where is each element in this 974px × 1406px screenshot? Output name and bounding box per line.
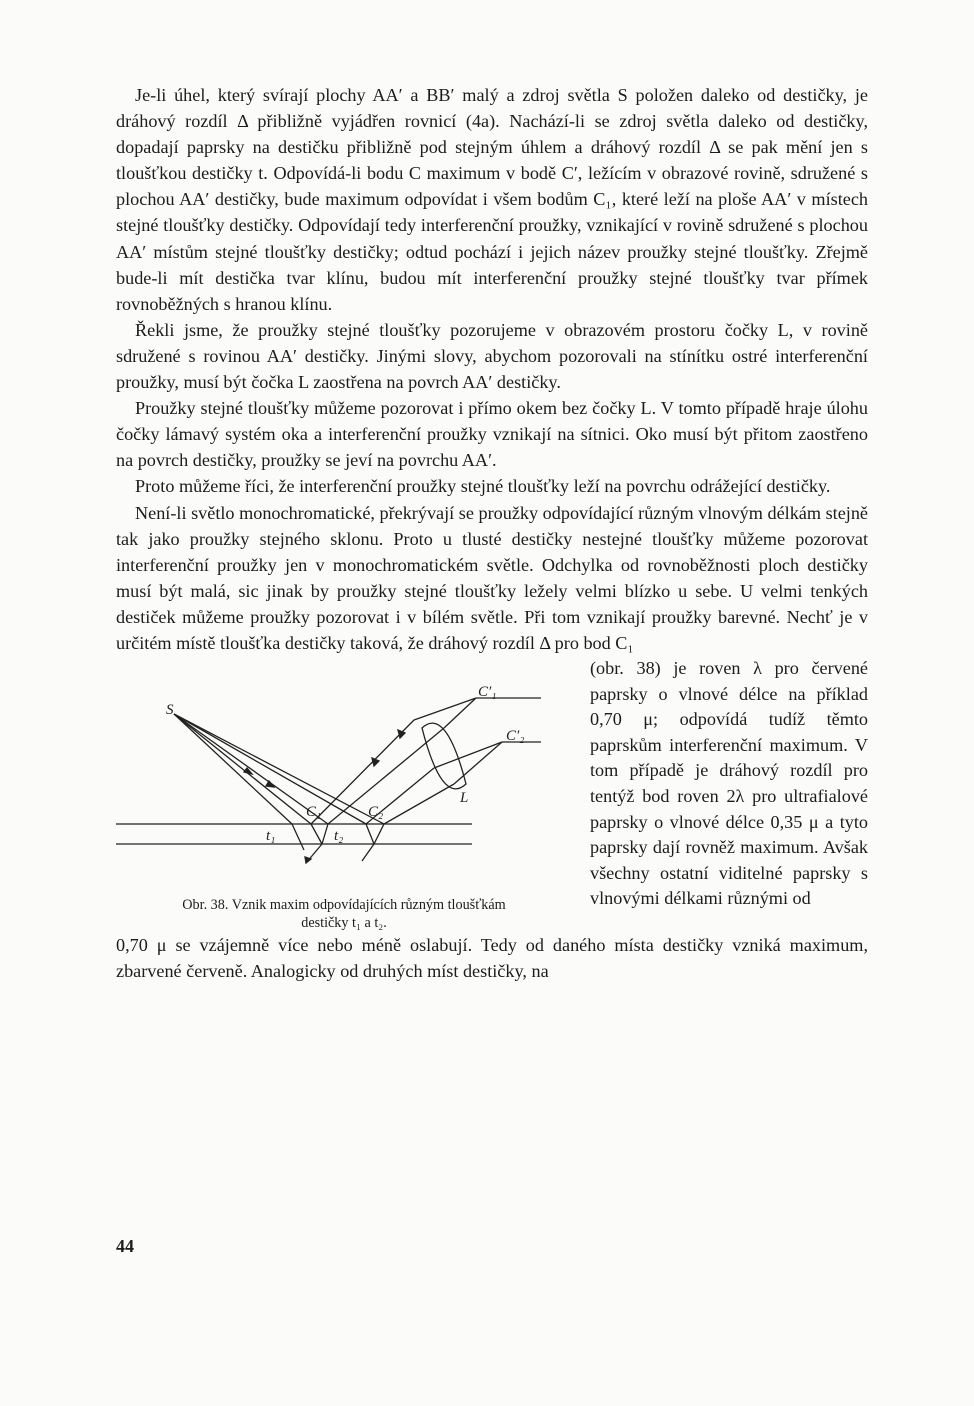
paragraph-3: Proužky stejné tloušťky můžeme pozorovat i přímo okem bez čočky L. V tomto případě hraje úlohu čočky lámavý systém oka a interferenční proužky vznikají na sítnici. Oko musí být přitom zaostřeno na povrch destičky, proužky se jeví na povrchu AA′. [116,398,868,471]
page-number: 44 [116,1236,134,1256]
paragraph-4: Proto můžeme říci, že interferenční proužky stejné tloušťky leží na povrchu odrážející destičky. [135,476,831,497]
figure-caption [116,896,586,932]
side-column [590,656,868,912]
label-S: S [166,702,174,719]
paragraph-1: Je-li úhel, který svírají plochy AA′ a BB′ malý a zdroj světla S položen daleko od destičky, je dráhový rozdíl Δ přibližně vyjádřen rovnicí (4a). Nachází-li se zdroj světla daleko od destičky, dopadají paprsky na destičku přibližně pod stejným úhlem a dráhový rozdíl Δ se pak mění jen s tloušťkou destičky t. Odpovídá-li bodu C maximum v bodě C′, ležícím v obrazové rovině, sdružené s plochou AA′ destičky, bude maximum odpovídat i všem bodům C₁, které leží na ploše AA′ v místech stejné tloušťky destičky. Odpovídají tedy interferenční proužky, vznikající v rovině sdružené s plochou AA′ místům stejné tloušťky destičky; odtud pochází i jejich název proužky stejné tloušťky. Zřejmě bude-li mít destička tvar klínu, budou mít interferenční proužky stejné tloušťky tvar přímek rovnoběžných s hranou klínu. [116,85,868,314]
paragraph-5: Není-li světlo monochromatické, překrývají se proužky odpovídající různým vlnovým délkám stejně tak jako proužky stejného sklonu. Proto u tlusté destičky nestejné tloušťky můžeme pozorovat interferenční proužky jen v monochromatickém světle. Odchylka od rovnoběžnosti ploch destičky musí být malá, sic jinak by proužky stejné tloušťky ležely velmi blízko u sebe. U velmi tenkých destiček můžeme proužky pozorovat i v bílém světle. Při tom vznikají proužky barevné. Nechť je v určitém místě tloušťka destičky taková, že dráhový rozdíl Δ pro bod C₁ [116,502,868,653]
interference-diagram [116,656,586,894]
label-t2: t₂ [334,828,344,845]
caption-line-1: Obr. 38. Vznik maxim odpovídajících různým tloušťkám [182,897,506,914]
page-body [116,82,868,984]
label-t1: t₁ [266,828,276,845]
figure-38 [116,656,586,932]
caption-line-2: destičky t₁ a t₂. [301,915,387,932]
figure-row [116,656,868,932]
side-text: (obr. 38) je roven λ pro červené paprsky o vlnové délce na příklad 0,70 μ; odpovídá tudíž těmto paprskům interferenční maximum. V tom případě je dráhový rozdíl pro tentýž bod roven 2λ pro ultrafialové paprsky o vlnové délce 0,35 μ a tyto paprsky dají rovněž maximum. Avšak všechny ostatní viditelné paprsky s vlnovými délkami různými od [590,658,868,909]
label-C2-prime: C′₂ [506,728,525,745]
label-C1: C₁ [306,804,322,821]
label-L: L [460,790,469,807]
label-C2: C₂ [368,804,384,821]
label-C1-prime: C′₁ [478,684,497,701]
paragraph-2: Řekli jsme, že proužky stejné tloušťky pozorujeme v obrazovém prostoru čočky L, v rovině sdružené s rovinou AA′ destičky. Jinými slovy, abychom pozorovali na stínítku ostré interferenční proužky, musí být čočka L zaostřena na povrch AA′ destičky. [116,319,868,393]
tail-text: 0,70 μ se vzájemně více nebo méně oslabují. Tedy od daného místa destičky vzniká maximum, zbarvené červeně. Analogicky od druhých míst destičky, na [116,935,868,982]
